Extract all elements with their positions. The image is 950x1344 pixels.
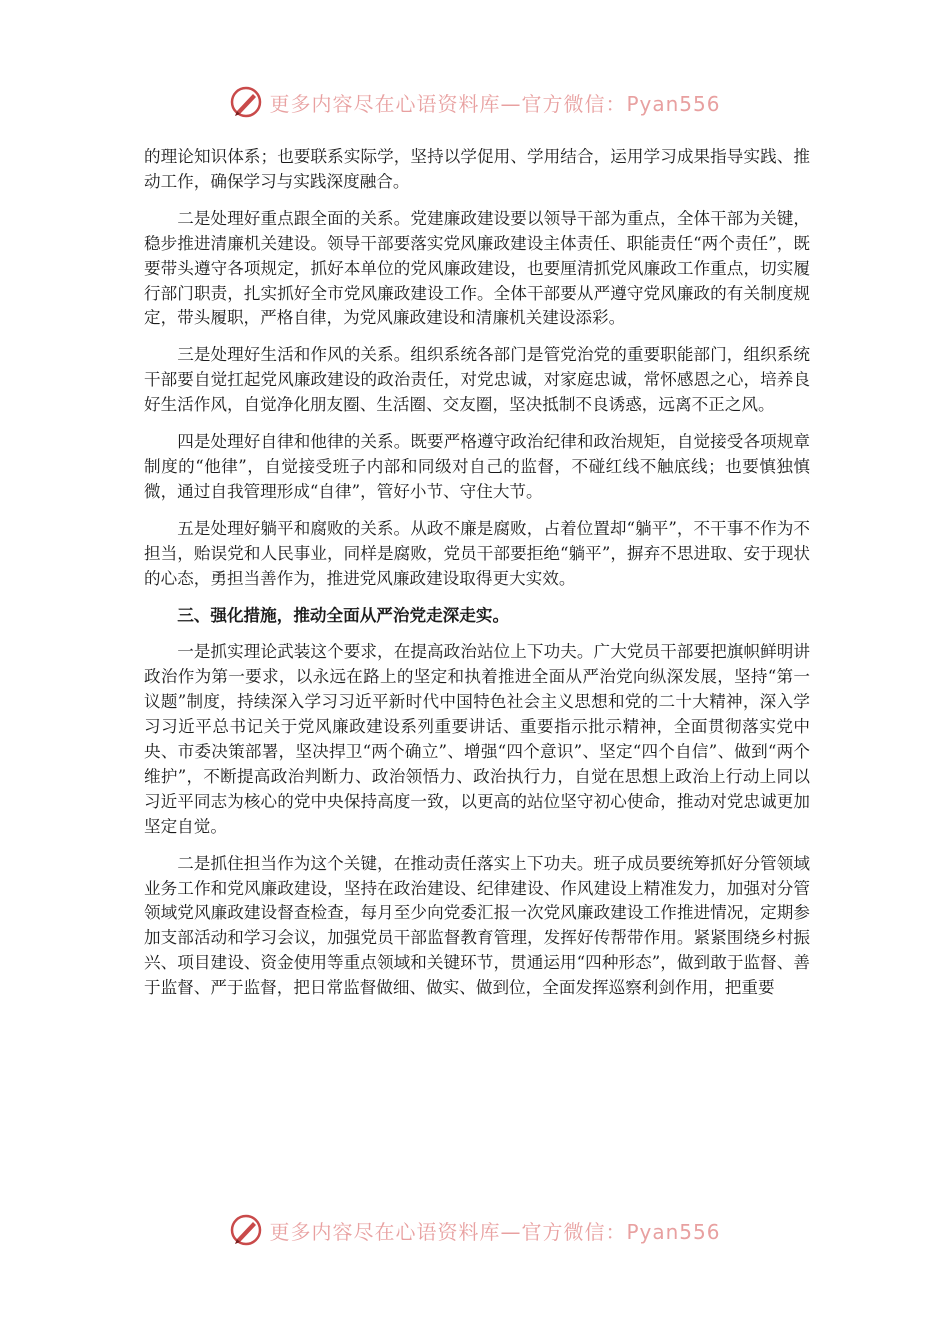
- paragraph: 三是处理好生活和作风的关系。组织系统各部门是管党治党的重要职能部门，组织系统干部要自觉扛起党风廉政建设的政治责任，对党忠诚，对家庭忠诚，常怀感恩之心，培养良好生活作风，自觉净化朋友圈、生活圈、交友圈，坚决抵制不良诱惑，远离不正之风。: [144, 345, 810, 415]
- document-body: [144, 145, 810, 1013]
- section-heading: 三、强化措施，推动全面从严治党走深走实。: [177, 605, 510, 625]
- paragraph: 五是处理好躺平和腐败的关系。从政不廉是腐败，占着位置却“躺平”，不干事不作为不担当，贻误党和人民事业，同样是腐败，党员干部要拒绝“躺平”，摒弃不思进取、安于现状的心态，勇担当善作为，推进党风廉政建设取得更大实效。: [144, 518, 810, 588]
- paragraph: 的理论知识体系；也要联系实际学，坚持以学促用、学用结合，运用学习成果指导实践、推动工作，确保学习与实践深度融合。: [144, 147, 810, 191]
- banner-text: 更多内容尽在心语资料库—官方微信：Pyan556: [269, 91, 721, 116]
- paragraph: 二是处理好重点跟全面的关系。党建廉政建设要以领导干部为重点，全体干部为关键，稳步推进清廉机关建设。领导干部要落实党风廉政建设主体责任、职能责任“两个责任”，既要带头遵守各项规定，抓好本单位的党风廉政建设，也要厘清抓党风廉政工作重点，切实履行部门职责，扎实抓好全市党风廉政建设工作。全体干部要从严遵守党风廉政的有关制度规定，带头履职，严格自律，为党风廉政建设和清廉机关建设添彩。: [144, 208, 810, 328]
- pen-logo-icon: [229, 85, 263, 119]
- footer-banner: [0, 1210, 950, 1250]
- banner-text: 更多内容尽在心语资料库—官方微信：Pyan556: [269, 1219, 721, 1244]
- header-banner: [0, 82, 950, 122]
- paragraph: 四是处理好自律和他律的关系。既要严格遵守政治纪律和政治规矩，自觉接受各项规章制度的“他律”，自觉接受班子内部和同级对自己的监督，不碰红线不触底线；也要慎独慎微，通过自我管理形成“自律”，管好小节、守住大节。: [144, 432, 810, 501]
- pen-logo-icon: [229, 1213, 263, 1247]
- paragraph: 二是抓住担当作为这个关键，在推动责任落实上下功夫。班子成员要统筹抓好分管领域业务工作和党风廉政建设，坚持在政治建设、纪律建设、作风建设上精准发力，加强对分管领域党风廉政建设督查检查，每月至少向党委汇报一次党风廉政建设工作推进情况，定期参加支部活动和学习会议，加强党员干部监督教育管理，发挥好传帮带作用。紧紧围绕乡村振兴、项目建设、资金使用等重点领域和关键环节，贯通运用“四种形态”，做到敢于监督、善于监督、严于监督，把日常监督做细、做实、做到位，全面发挥巡察利剑作用，把重要: [144, 853, 810, 998]
- paragraph: 一是抓实理论武装这个要求，在提高政治站位上下功夫。广大党员干部要把旗帜鲜明讲政治作为第一要求，以永远在路上的坚定和执着推进全面从严治党向纵深发展，坚持“第一议题”制度，持续深入学习习近平新时代中国特色社会主义思想和党的二十大精神，深入学习习近平总书记关于党风廉政建设系列重要讲话、重要指示批示精神，全面贯彻落实党中央、市委决策部署，坚决捍卫“两个确立”、增强“四个意识”、坚定“四个自信”、做到“两个维护”，不断提高政治判断力、政治领悟力、政治执行力，自觉在思想上政治上行动上同以习近平同志为核心的党中央保持高度一致，以更高的站位坚守初心使命，推动对党忠诚更加坚定自觉。: [144, 642, 810, 836]
